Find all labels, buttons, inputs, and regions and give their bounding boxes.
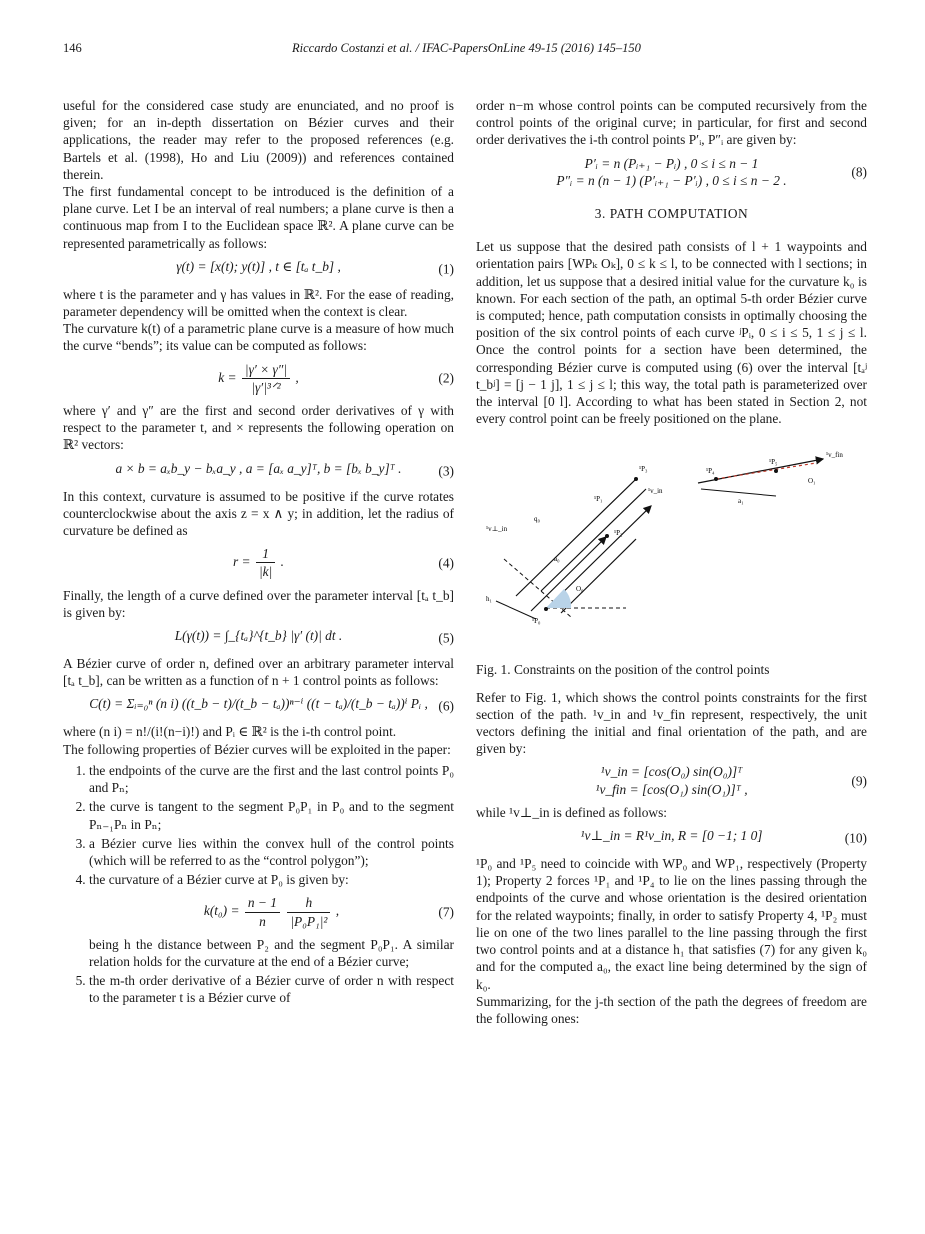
equation-1 xyxy=(63,258,454,280)
equation-2 xyxy=(63,361,454,396)
fraction xyxy=(256,545,275,580)
paragraph: ¹P₀ and ¹P₅ need to coincide with WP₀ and WP₁, respectively (Property 1); Property 2 forces ¹P₁ and ¹P₄ to lie on the lines passing through the endpoints of the curve and whose orientation is the desired orientation for the related waypoints; finally, in order to satisfy Property 4, ¹P₂ must lie on one of the two lines parallel to the line passing through the first two control points and at a distance h₁ that satisfies (7) for any given k₀ and for the computed a₀, the exact line being determined by the sign of k₀. xyxy=(476,856,867,992)
paragraph: Let us suppose that the desired path consists of l + 1 waypoints and orientation pairs [WPₖ Oₖ], 0 ≤ k ≤ l, to be connected with l sections; in addition, let us suppose that a desired initial value for the curvature k₀ is known. For each section of the path, an optimal 5-th order Bézier curve is computed; hence, path computation consists in optimally choosing the position of the six control points of each curve ʲPᵢ, 0 ≤ i ≤ 5, 1 ≤ j ≤ l. Once the control points for a section have been determined, the corresponding Bézier curve is computed using (6) over the interval [tₐʲ t_bʲ] = [j − 1 j], 1 ≤ j ≤ l; this way, the total path is parameterized over the interval [0 l]. According to what has been stated in Section 2, not every control point can be freely positioned on the plane. xyxy=(476,239,867,427)
equation-6 xyxy=(63,695,454,717)
paragraph: while ¹v⊥_in is defined as follows: xyxy=(476,804,668,820)
paragraph: Summarizing, for the j-th section of the path the degrees of freedom are the following ones: xyxy=(476,993,867,1026)
numerator: n − 1 xyxy=(247,895,277,911)
page-number: 146 xyxy=(63,41,82,55)
figure-1 xyxy=(476,441,867,641)
equation-tail: , xyxy=(295,369,299,385)
paragraph: Finally, the length of a curve defined over the parameter interval [tₐ t_b] is given by: xyxy=(63,587,454,620)
label-vfin: ¹v_fin xyxy=(826,451,843,460)
equation-number: (1) xyxy=(438,261,454,277)
equation-9 xyxy=(476,763,867,797)
paragraph: In this context, curvature is assumed to be positive if the curve rotates counterclockwise about the axis z = x ∧ y; in addition, let the radius of curvature be defined as xyxy=(63,488,454,539)
figure-caption: Fig. 1. Constraints on the position of the control points xyxy=(476,662,770,678)
h1-line xyxy=(496,601,536,619)
equation-10 xyxy=(476,827,867,849)
equation-body: γ(t) = [x(t); y(t)] , t ∈ [tₐ t_b] , xyxy=(176,258,341,274)
list-item: 1. the endpoints of the curve are the first and the last control points P₀ and Pₙ; xyxy=(89,762,454,796)
point-p3 xyxy=(634,477,638,481)
label-q0: q₀ xyxy=(534,515,540,524)
paragraph: order n−m whose control points can be computed recursively from the control points of the original curve; in particular, for first and second order derivatives the i-th control points P′ᵢ, P″ᵢ are given by: xyxy=(476,98,867,148)
list-item: 2. the curve is tangent to the segment P₀P₁ in P₀ and to the segment Pₙ₋₁Pₙ in Pₙ; xyxy=(89,798,454,832)
equation-4 xyxy=(63,545,454,580)
numerator: 1 xyxy=(262,546,269,562)
equation-line: ¹v_fin = [cos(O₁) sin(O₁)]ᵀ , xyxy=(595,781,748,797)
line-q0 xyxy=(516,479,636,596)
equation-number: (3) xyxy=(438,463,454,479)
label-a0: a₀ xyxy=(554,555,560,564)
label-vperp: ¹v⊥_in xyxy=(486,525,508,534)
equation-number: (10) xyxy=(844,830,867,846)
list-item: 3. a Bézier curve lies within the convex hull of the control points (which will be referred to as the “control polygon”); xyxy=(89,835,454,869)
numerator: h xyxy=(305,895,313,911)
equation-number: (4) xyxy=(438,555,454,571)
equation-number: (6) xyxy=(438,698,454,714)
denominator: |k| xyxy=(256,562,275,580)
denominator: |P₀P₁|² xyxy=(287,912,330,930)
point-p0 xyxy=(544,607,548,611)
equation-number: (9) xyxy=(851,773,867,789)
label-vin: ¹v_in xyxy=(648,487,663,496)
equation-8 xyxy=(476,155,867,189)
denominator: n xyxy=(245,912,280,930)
equation-number: (8) xyxy=(851,164,867,180)
equation-body: C(t) = Σᵢ₌₀ⁿ (n i) ((t_b − t)/(t_b − tₐ))ⁿ⁻ⁱ ((t − tₐ)/(t_b − tₐ))ⁱ Pᵢ , xyxy=(89,696,428,712)
left-column xyxy=(63,97,454,1009)
fraction xyxy=(287,894,330,929)
label-h1: h₁ xyxy=(486,595,492,604)
label-p2: ¹P₂ xyxy=(614,529,623,538)
fraction xyxy=(242,361,290,396)
equation-tail: . xyxy=(280,554,284,570)
paragraph: where γ′ and γ″ are the first and second order derivatives of γ with respect to the parameter t, and × represents the following operation on ℝ² vectors: xyxy=(63,403,454,453)
paragraph: The first fundamental concept to be introduced is the definition of a plane curve. Let I be an interval of real numbers; a plane curve is then a continuous map from I to the Euclidean space ℝ². A plane curve can be represented parametrically as follows: xyxy=(63,184,454,251)
label-o1: O₁ xyxy=(808,477,816,486)
paragraph: The curvature k(t) of a parametric plane curve is a measure of how much the curve “bends”; its value can be computed as follows: xyxy=(63,321,454,354)
control-points-diagram xyxy=(476,441,867,641)
line-a0 xyxy=(541,489,646,594)
label-p5: ¹P₅ xyxy=(769,458,778,467)
label-p0: ¹P₀ xyxy=(532,617,541,626)
equation-number: (2) xyxy=(438,370,454,386)
equation-lhs: r = xyxy=(233,554,251,570)
list-item-continuation: being h the distance between P₂ and the segment P₀P₁. A similar relation holds for the curvature at the end of a Bézier curve; xyxy=(89,936,454,969)
equation-7 xyxy=(89,894,454,929)
label-a1: a₁ xyxy=(738,497,744,506)
running-header-citation: Riccardo Costanzi et al. / IFAC-PapersOnLine 49-15 (2016) 145–150 xyxy=(292,41,641,55)
label-p1: ¹P₁ xyxy=(594,495,603,504)
equation-line: ¹v_in = [cos(O₀) sin(O₀)]ᵀ xyxy=(600,764,743,780)
equation-line: P′ᵢ = n (Pᵢ₊₁ − Pᵢ) , 0 ≤ i ≤ n − 1 xyxy=(584,155,759,171)
point-p2 xyxy=(605,534,609,538)
equation-body: ¹v⊥_in = R¹v_in, R = [0 −1; 1 0] xyxy=(580,828,763,844)
paragraph: useful for the considered case study are enunciated, and no proof is given; for an in-depth dissertation on Bézier curves and their applications, the reader may refer to the proposed references (e.g. Bartels et al. (1998), Ho and Liu (2009)) and references contained therein. xyxy=(63,98,454,182)
fraction xyxy=(245,894,280,929)
label-o0: O₀ xyxy=(576,585,584,594)
line-a1 xyxy=(701,489,776,496)
denominator: |γ′|³ᐟ² xyxy=(242,378,290,396)
equation-3 xyxy=(63,460,454,482)
equation-line: P″ᵢ = n (n − 1) (P′ᵢ₊₁ − P′ᵢ) , 0 ≤ i ≤ n − 2 . xyxy=(556,172,787,188)
list-item-text: the curvature of a Bézier curve at P₀ is given by: xyxy=(89,872,349,888)
equation-body: a × b = aₓb_y − bₓa_y , a = [aₓ a_y]ᵀ, b = [bₓ b_y]ᵀ . xyxy=(115,460,402,476)
equation-5 xyxy=(63,627,454,649)
paragraph: where (n i) = n!/(i!(n−i)!) and Pᵢ ∈ ℝ² is the i-th control point. xyxy=(63,724,397,740)
line-p4 xyxy=(561,539,636,613)
equation-number: (5) xyxy=(438,630,454,646)
list-item: 5. the m-th order derivative of a Bézier curve of order n with respect to the parameter t is a Bézier curve of xyxy=(89,972,454,1006)
equation-body: L(γ(t)) = ∫_{tₐ}^{t_b} |γ′ (t)| dt . xyxy=(174,628,343,644)
list-item xyxy=(89,871,454,970)
equation-tail: , xyxy=(335,903,340,919)
property-list xyxy=(63,762,454,1007)
numerator: |γ′ × γ″| xyxy=(244,361,288,377)
paragraph: where t is the parameter and γ has values in ℝ². For the ease of reading, parameter dependency will be omitted when the context is clear. xyxy=(63,286,454,320)
paragraph: A Bézier curve of order n, defined over an arbitrary parameter interval [tₐ t_b], can be written as a function of n + 1 control points as follows: xyxy=(63,656,454,689)
equation-lhs: k(t₀) = xyxy=(203,903,240,919)
label-p3: ¹P₃ xyxy=(639,465,648,474)
point-p5 xyxy=(774,469,778,473)
label-p4: ¹P₄ xyxy=(706,467,715,476)
point-p4 xyxy=(714,477,718,481)
equation-lhs: k = xyxy=(218,369,237,385)
paragraph: The following properties of Bézier curves will be exploited in the paper: xyxy=(63,741,451,757)
paragraph: Refer to Fig. 1, which shows the control points constraints for the first section of the path. ¹v_in and ¹v_fin represent, respectively, the unit vectors defining the initial and final orientation of the path, and are given by: xyxy=(476,689,867,757)
section-heading: 3. PATH COMPUTATION xyxy=(594,206,749,222)
right-column xyxy=(476,97,867,1027)
equation-number: (7) xyxy=(438,904,454,920)
